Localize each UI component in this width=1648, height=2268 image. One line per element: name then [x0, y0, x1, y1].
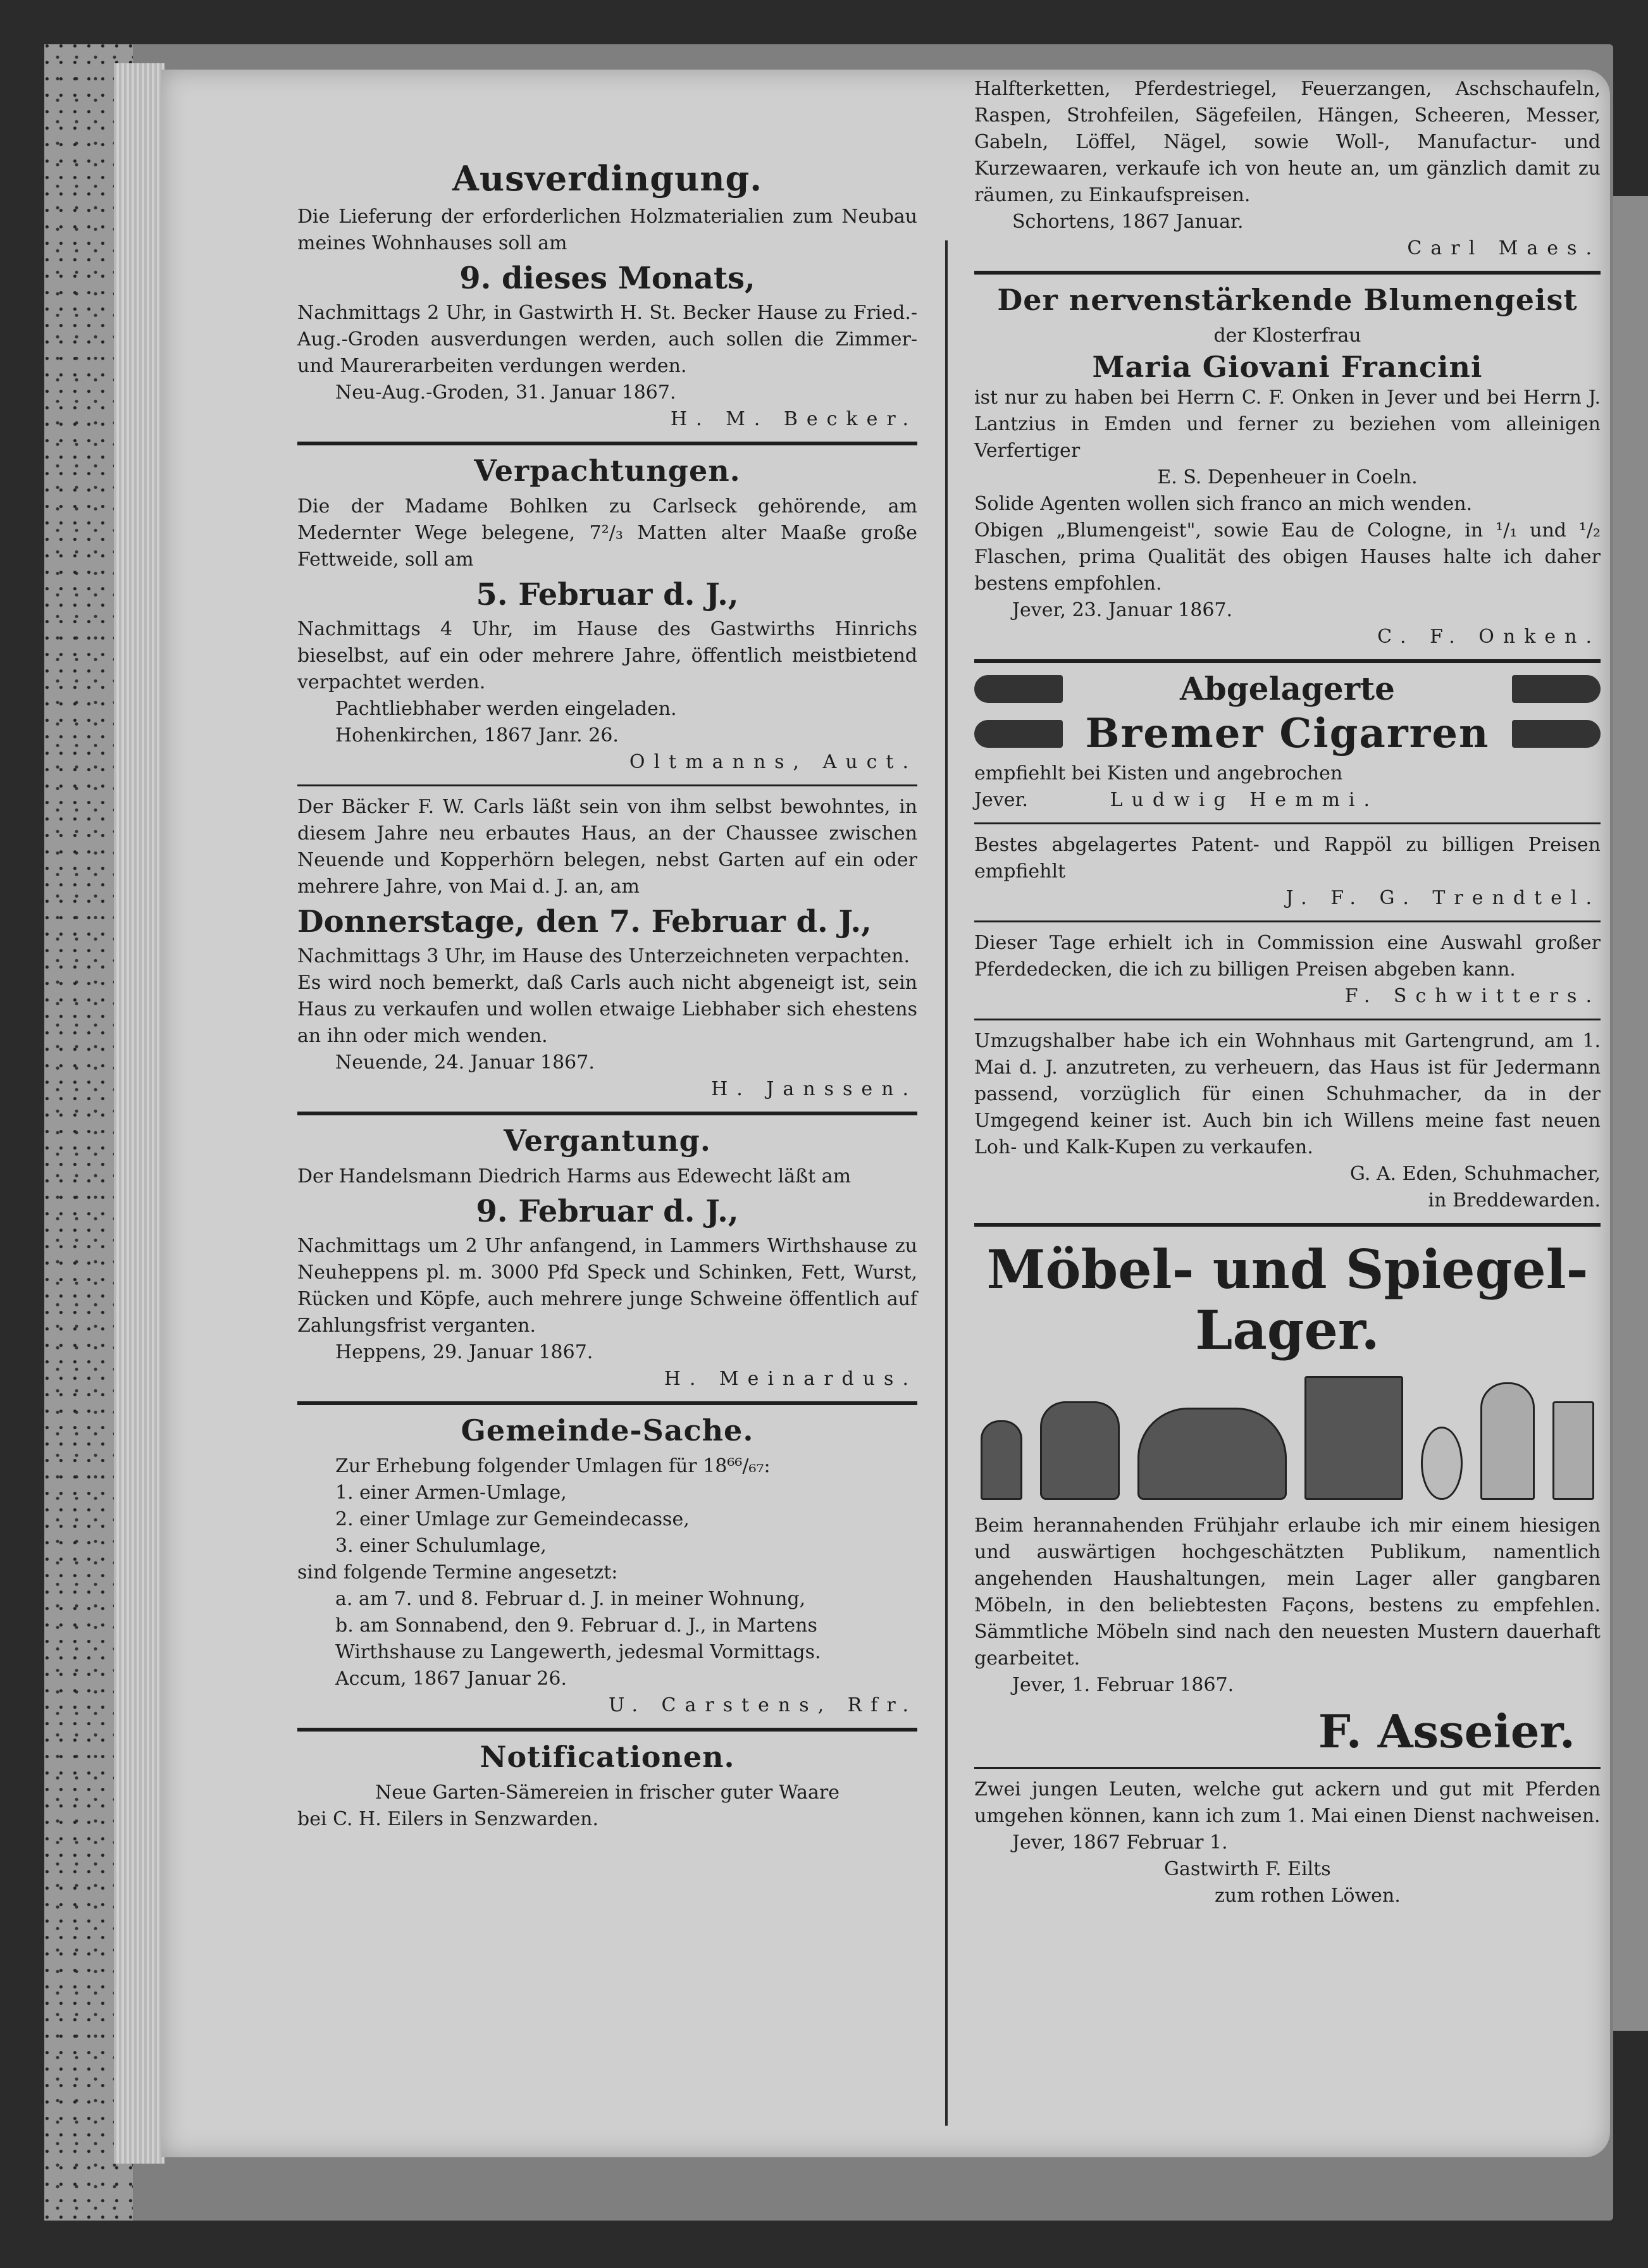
ad-carls — [297, 794, 917, 1103]
list-item: 3. einer Schulumlage, — [335, 1535, 547, 1557]
place-date: Accum, 1867 Januar 26. — [335, 1668, 567, 1690]
pointing-hand-icon — [974, 720, 1063, 748]
place-date: Jever, 23. Januar 1867. — [1012, 599, 1233, 621]
ad-text: Nachmittags 2 Uhr, in Gastwirth H. St. Becker Hause zu Fried.-Aug.-Groden ausverdungen werden, auch sollen die Zimmer- und Maurerarbeiten verdungen werden. — [297, 302, 917, 377]
ad-heading: Notificationen. — [480, 1740, 735, 1774]
ad-text: sind folgende Termine angesetzt: — [297, 1561, 618, 1583]
ad-text: Der Handelsmann Diedrich Harms aus Edewecht läßt am — [297, 1165, 852, 1187]
ad-text: Nachmittags 3 Uhr, im Hause des Unterzeichneten verpachten. — [297, 945, 910, 967]
list-item: 1. einer Armen-Umlage, — [335, 1482, 567, 1504]
ad-text: Umzugshalber habe ich ein Wohnhaus mit Gartengrund, am 1. Mai d. J. anzutreten, zu verheuern, das Haus ist für Jedermann passend, vorzüglich für einen Schuhmacher, da in der Umgegend keiner ist. Auch bin ich Willens meine fast neuen Loh- und Kalk-Kupen zu verkaufen. — [974, 1030, 1601, 1158]
ad-text: Die Lieferung der erforderlichen Holzmaterialien zum Neubau meines Wohnhauses soll am — [297, 206, 917, 254]
ad-text: bei C. H. Eilers in Senzwarden. — [297, 1808, 599, 1830]
ad-name: Maria Giovani Francini — [1092, 350, 1483, 384]
column-divider — [945, 240, 948, 2126]
ad-text: Halfterketten, Pferdestriegel, Feuerzangen, Aschschaufeln, Raspen, Strohfeilen, Sägefeilen, Hängen, Scheeren, Messer, Gabeln, Löffel, Nägel, sowie Woll-, Manufactur- und Kurzewaaren, verkaufe ich von heute an, um gänzlich damit zu räumen, zu Einkaufspreisen. — [974, 78, 1601, 206]
signature: H. Meinardus. — [664, 1368, 917, 1390]
place-date: Neuende, 24. Januar 1867. — [335, 1051, 595, 1074]
place-date: Jever, 1867 Februar 1. — [1012, 1831, 1228, 1854]
place-date: Neu-Aug.-Groden, 31. Januar 1867. — [335, 381, 676, 404]
ad-text: Obigen „Blumengeist", sowie Eau de Cologne, in ¹/₁ und ¹/₂ Flaschen, prima Qualität des obigen Hauses halte ich daher bestens empfohlen. — [974, 519, 1601, 595]
ad-text: Es wird noch bemerkt, daß Carls auch nicht abgeneigt ist, sein Haus zu verkaufen und wollen etwaige Liebhaber sich ehestens an ihn oder mich wenden. — [297, 972, 917, 1047]
separator-rule — [297, 1728, 917, 1732]
ad-maes — [974, 76, 1601, 262]
chair-icon — [981, 1420, 1022, 1500]
ad-footer — [974, 787, 1601, 814]
signature: Ludwig Hemmi. — [1110, 789, 1379, 811]
ad-moebel — [974, 1239, 1601, 1758]
signature: F. Asseier. — [1318, 1704, 1575, 1758]
ad-text: Neue Garten-Sämereien in frischer guter Waare — [375, 1782, 839, 1804]
ad-maker: E. S. Depenheuer in Coeln. — [1157, 466, 1418, 488]
ad-heading: Gemeinde-Sache. — [461, 1413, 754, 1447]
ad-text: Nachmittags um 2 Uhr anfangend, in Lammers Wirthshause zu Neuheppens pl. m. 3000 Pfd Speck und Schinken, Fett, Wurst, Rücken und Köpfe, auch mehrere junge Schweine öffentlich auf Zahlungsfrist verganten. — [297, 1235, 917, 1337]
ad-eilts — [974, 1776, 1601, 1909]
separator-rule — [974, 271, 1601, 275]
ad-heading: Möbel- und Spiegel- — [986, 1238, 1589, 1301]
signature: F. Schwitters. — [1344, 985, 1601, 1007]
ad-text: Pachtliebhaber werden eingeladen. — [335, 698, 677, 720]
ad-text: Zwei jungen Leuten, welche gut ackern und gut mit Pferden umgehen können, kann ich zum 1. Mai einen Dienst nachweisen. — [974, 1778, 1601, 1827]
ad-text: Nachmittags 4 Uhr, im Hause des Gastwirths Hinrichs bieselbst, auf ein oder mehrere Jahre, öffentlich meistbietend verpachtet werden. — [297, 618, 917, 693]
ad-text: Die der Madame Bohlken zu Carlseck gehörende, am Medernter Wege belegene, 7²/₃ Matten alter Maaße große Fettweide, soll am — [297, 495, 917, 571]
armchair-icon — [1040, 1401, 1120, 1500]
pointing-hand-icon — [1512, 675, 1601, 703]
signature: H. M. Becker. — [670, 408, 917, 430]
place-date: Heppens, 29. Januar 1867. — [335, 1341, 593, 1363]
ad-heading: Der nervenstärkende Blumengeist — [997, 283, 1578, 317]
ad-text: empfiehlt bei Kisten und angebrochen — [974, 762, 1343, 784]
place-date: Jever, 1. Februar 1867. — [1012, 1674, 1234, 1696]
ad-heading: Bremer Cigarren — [1085, 710, 1490, 757]
wall-mirror-icon — [1552, 1401, 1594, 1500]
furniture-illustration — [981, 1373, 1594, 1500]
standing-mirror-icon — [1480, 1382, 1535, 1500]
right-column — [974, 76, 1601, 1916]
ad-text: Dieser Tage erhielt ich in Commission eine Auswahl großer Pferdedecken, die ich zu billigen Preisen abgeben kann. — [974, 932, 1601, 981]
separator-rule — [297, 442, 917, 445]
ad-cigarren — [974, 671, 1601, 814]
separator-rule — [297, 784, 917, 786]
place-date: Hohenkirchen, 1867 Janr. 26. — [335, 724, 619, 747]
ad-verpachtungen — [297, 453, 917, 776]
right-page-strip — [1613, 196, 1648, 2031]
ad-subheading: der Klosterfrau — [1213, 325, 1361, 347]
list-item: b. am Sonnabend, den 9. Februar d. J., in Martens Wirthshause zu Langewerth, jedesmal Vormittags. — [335, 1614, 821, 1663]
signature: Gastwirth F. Eilts — [1164, 1858, 1331, 1880]
separator-rule — [974, 822, 1601, 824]
separator-rule — [974, 659, 1601, 663]
ad-text: Der Bäcker F. W. Carls läßt sein von ihm selbst bewohntes, in diesem Jahre neu erbautes Haus, an der Chaussee zwischen Neuende und Kopperhörn belegen, nebst Garten auf ein oder mehrere Jahre, von Mai d. J. an, am — [297, 796, 917, 898]
signature: U. Carstens, Rfr. — [608, 1694, 917, 1716]
signature-place: zum rothen Löwen. — [1215, 1885, 1401, 1907]
place-date: Schortens, 1867 Januar. — [1012, 211, 1244, 233]
cigar-header — [974, 711, 1601, 757]
ad-heading: Verpachtungen. — [474, 454, 741, 488]
ad-trendtel — [974, 832, 1601, 912]
separator-rule — [974, 1223, 1601, 1227]
cigar-header — [974, 671, 1601, 707]
pointing-hand-icon — [1512, 720, 1601, 748]
place: Jever. — [974, 789, 1029, 811]
sofa-icon — [1137, 1408, 1287, 1500]
signature-place: in Breddewarden. — [1428, 1189, 1601, 1211]
ad-notificationen — [297, 1739, 917, 1833]
ad-text: Bestes abgelagertes Patent- und Rappöl zu billigen Preisen empfiehlt — [974, 834, 1601, 883]
ad-text: Beim herannahenden Frühjahr erlaube ich mir einem hiesigen und auswärtigen hochgeschätzten Publikum, namentlich angehenden Haushaltungen, mein Lager aller gangbaren Möbeln, in den beliebtesten Façons, bestens zu empfehlen. Sämmtliche Möbeln sind nach den neuesten Mustern dauerhaft gearbeitet. — [974, 1515, 1601, 1670]
ad-date: 9. dieses Monats, — [459, 261, 755, 296]
list-item: 2. einer Umlage zur Gemeindecasse, — [335, 1508, 690, 1530]
ad-date: 5. Februar d. J., — [476, 577, 739, 612]
separator-rule — [297, 1401, 917, 1405]
ad-heading: Lager. — [1195, 1299, 1380, 1361]
separator-rule — [974, 920, 1601, 922]
ad-vergantung — [297, 1123, 917, 1392]
ad-heading: Vergantung. — [504, 1124, 711, 1158]
signature: G. A. Eden, Schuhmacher, — [1349, 1163, 1601, 1185]
ad-heading: Abgelagerte — [1180, 670, 1395, 707]
signature: Carl Maes. — [1407, 237, 1601, 259]
ad-ausverdingung — [297, 158, 917, 433]
ad-text: Solide Agenten wollen sich franco an mich wenden. — [974, 493, 1473, 515]
ad-text: Zur Erhebung folgender Umlagen für 18⁶⁶/₆₇: — [335, 1455, 771, 1477]
ad-blumengeist — [974, 282, 1601, 650]
signature: H. Janssen. — [711, 1078, 917, 1100]
oval-mirror-icon — [1421, 1427, 1463, 1500]
signature: J. F. G. Trendtel. — [1286, 887, 1601, 909]
separator-rule — [974, 1767, 1601, 1769]
separator-rule — [297, 1112, 917, 1115]
ad-gemeinde-sache — [297, 1413, 917, 1719]
page-stack — [114, 63, 164, 2164]
ad-heading: Ausverdingung. — [452, 158, 763, 199]
list-item: a. am 7. und 8. Februar d. J. in meiner Wohnung, — [335, 1588, 806, 1610]
signature: Oltmanns, Auct. — [629, 751, 917, 773]
signature: C. F. Onken. — [1377, 626, 1601, 648]
cabinet-icon — [1304, 1376, 1403, 1500]
separator-rule — [974, 1019, 1601, 1020]
pointing-hand-icon — [974, 675, 1063, 703]
ad-date: 9. Februar d. J., — [476, 1194, 739, 1229]
ad-eden — [974, 1028, 1601, 1214]
ad-date: Donnerstage, den 7. Februar d. J., — [297, 904, 872, 939]
ad-schwitters — [974, 930, 1601, 1010]
left-column — [297, 152, 917, 1839]
ad-text: ist nur zu haben bei Herrn C. F. Onken in Jever und bei Herrn J. Lantzius in Emden und ferner zu beziehen vom alleinigen Verfertiger — [974, 387, 1601, 462]
